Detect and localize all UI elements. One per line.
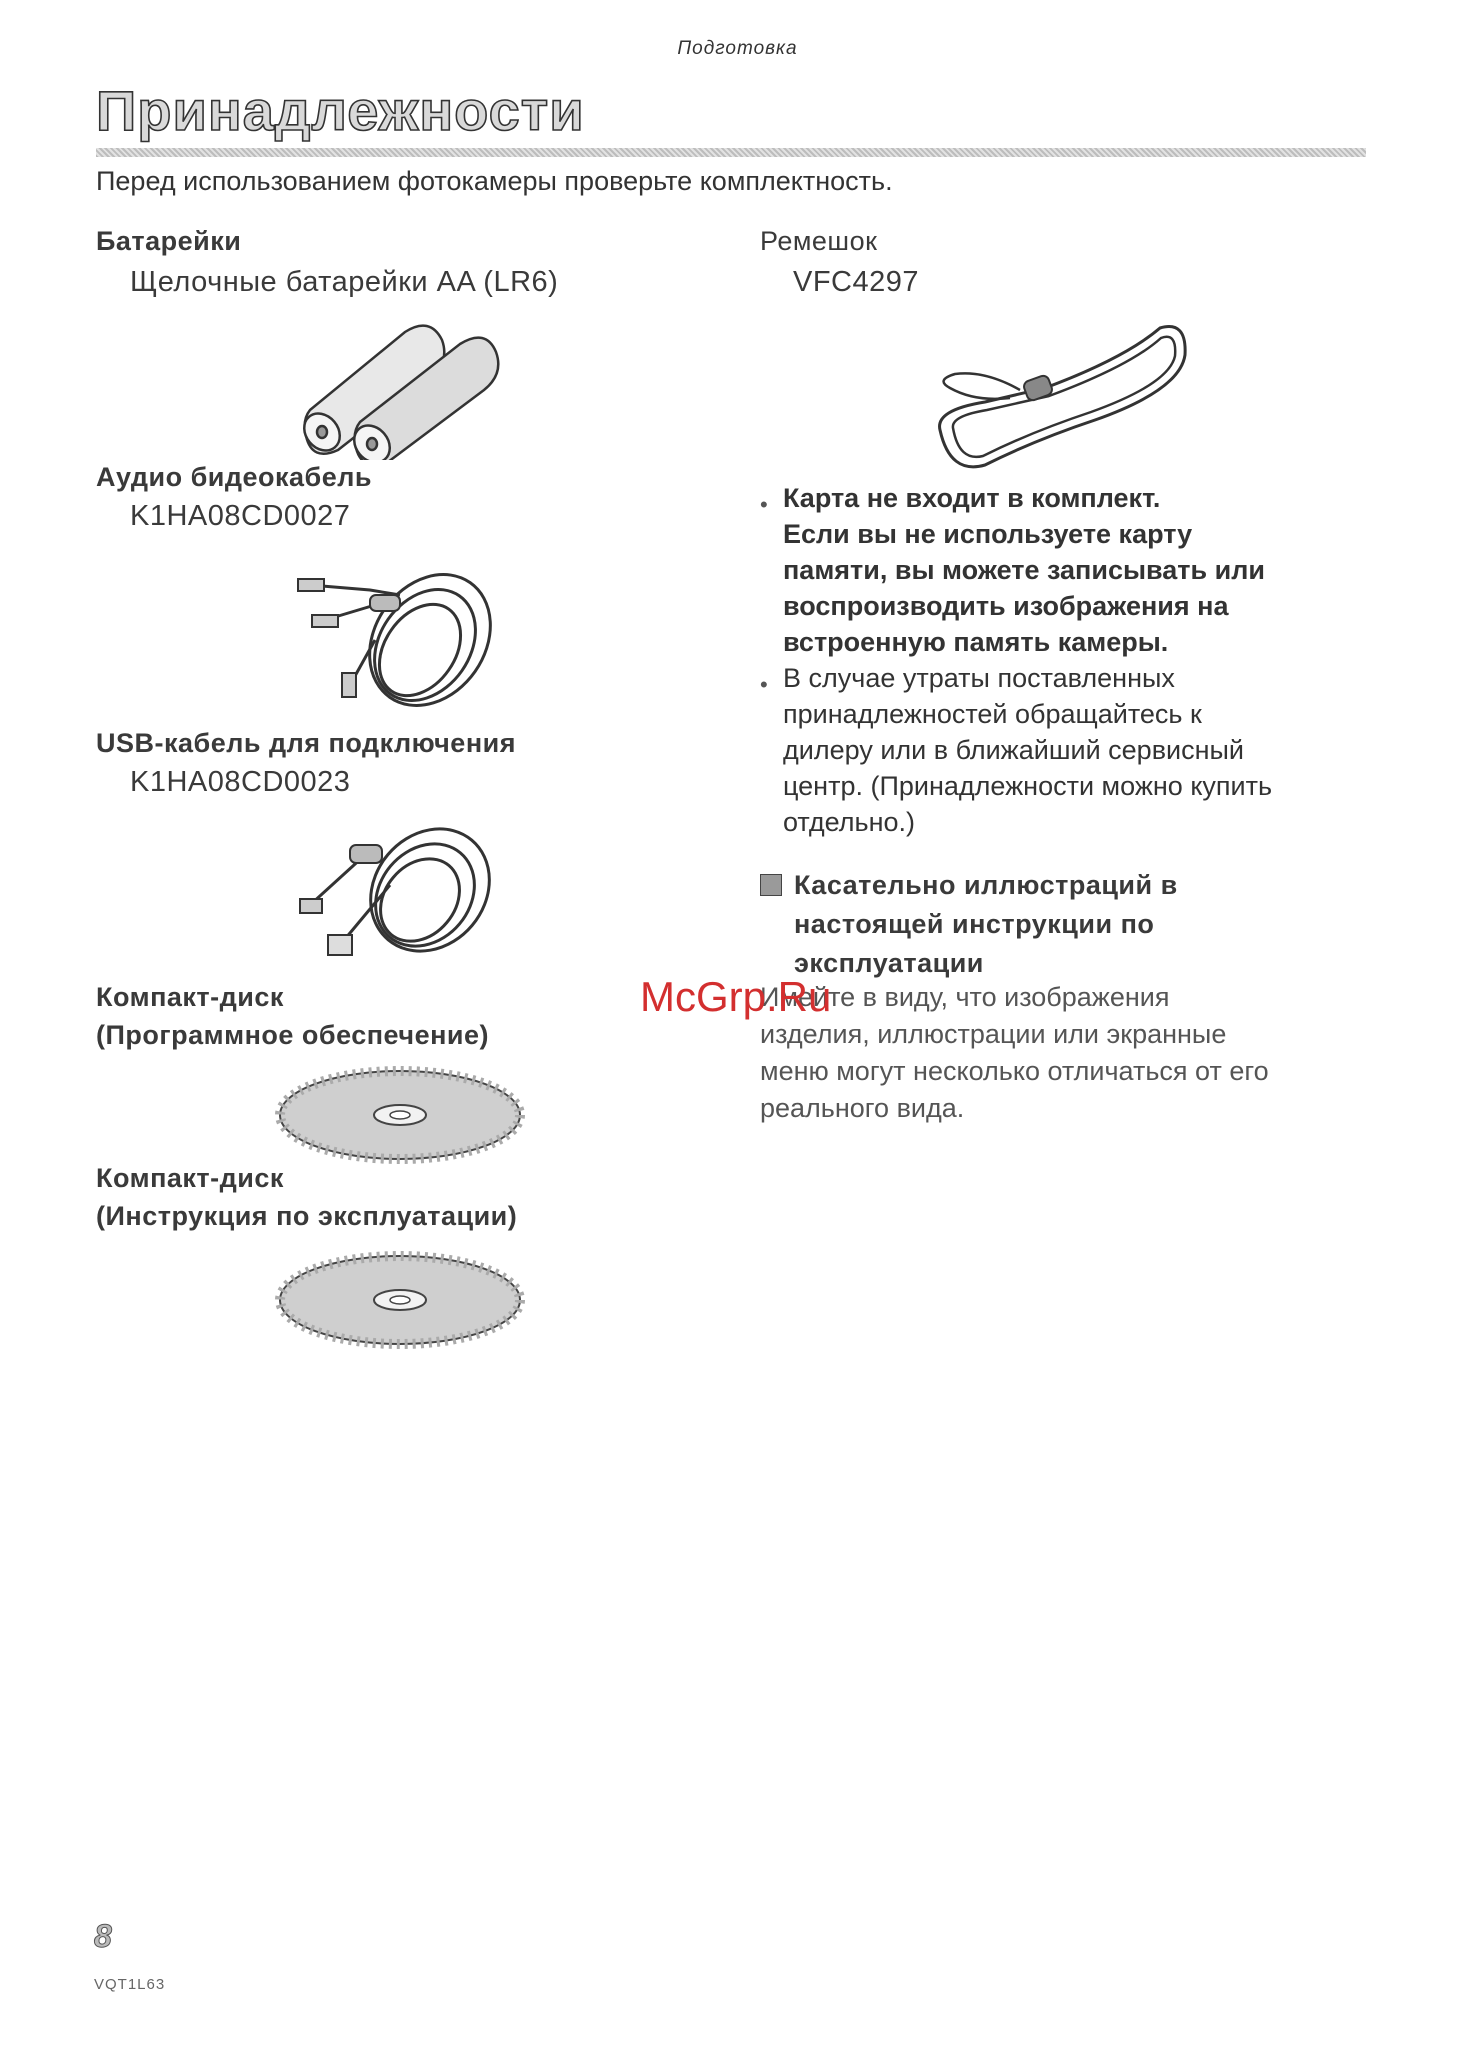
- usb-plug-icon: [328, 935, 352, 955]
- note-card-line: встроенную память камеры.: [783, 627, 1169, 657]
- page-number: 8: [94, 1918, 112, 1954]
- illustrations-heading-line: настоящей инструкции по: [794, 909, 1155, 939]
- section-label: Подготовка: [677, 38, 798, 59]
- title-rule: [96, 148, 1366, 157]
- usb-cable-illustration: [290, 815, 520, 975]
- intro-text: Перед использованием фотокамеры проверьте комплектность.: [96, 166, 893, 196]
- square-bullet-icon: [760, 874, 782, 896]
- usb-cable-heading: USB-кабель для подключения: [96, 728, 516, 758]
- cd-icon: [280, 1071, 520, 1159]
- batteries-sub: Щелочные батарейки AA (LR6): [130, 266, 559, 298]
- illustrations-heading-line: Касательно иллюстраций в: [794, 870, 1178, 900]
- illustrations-heading-line: эксплуатации: [794, 948, 984, 978]
- note-card-line: воспроизводить изображения на: [783, 591, 1229, 621]
- plug-icon: [300, 899, 322, 913]
- note-card-line: памяти, вы можете записывать или: [783, 555, 1265, 585]
- cd-software-illustration: [275, 1065, 525, 1165]
- illustrations-body: [760, 979, 1269, 1127]
- strap-clip-icon: [1022, 374, 1053, 402]
- page-title: Принадлежности: [96, 79, 585, 142]
- bullet-icon: •: [760, 672, 768, 697]
- plug-icon: [312, 615, 338, 627]
- cd-manual-heading-line2: (Инструкция по эксплуатации): [96, 1201, 518, 1231]
- cd-manual-illustration: [275, 1250, 525, 1350]
- illustrations-heading: [760, 866, 1178, 983]
- note-card-line: Карта не входит в комплект.: [783, 483, 1161, 513]
- plug-icon: [342, 673, 356, 697]
- strap-illustration: [925, 310, 1195, 480]
- av-cable-sub: K1HA08CD0027: [130, 500, 351, 532]
- batteries-illustration: [290, 310, 520, 460]
- cd-manual-heading-line1: Компакт-диск: [96, 1163, 284, 1193]
- bullet-icon: •: [760, 492, 768, 517]
- strap-sub: VFC4297: [793, 266, 920, 298]
- cd-software-heading-line1: Компакт-диск: [96, 982, 284, 1012]
- strap-heading: Ремешок: [760, 226, 878, 256]
- illustrations-body-line: Имейте в виду, что изображения: [760, 982, 1170, 1012]
- note-accessories-line: дилеру или в ближайший сервисный: [783, 735, 1245, 765]
- doc-code: VQT1L63: [94, 1976, 166, 1993]
- note-accessories-line: отдельно.): [783, 807, 916, 837]
- batteries-heading: Батарейки: [96, 226, 242, 256]
- note-card-line: Если вы не используете карту: [783, 519, 1193, 549]
- illustrations-body-line: реального вида.: [760, 1093, 965, 1123]
- av-cable-heading: Аудио бидеокабель: [96, 462, 372, 492]
- ferrite-icon: [350, 845, 382, 863]
- cd-icon: [280, 1256, 520, 1344]
- illustrations-body-line: меню могут несколько отличаться от его: [760, 1056, 1269, 1086]
- usb-cable-sub: K1HA08CD0023: [130, 766, 351, 798]
- plug-icon: [298, 579, 324, 591]
- note-accessories: [783, 660, 1272, 840]
- av-cable-illustration: [290, 545, 520, 725]
- note-card: [783, 480, 1265, 660]
- note-accessories-line: принадлежностей обращайтесь к: [783, 699, 1202, 729]
- note-accessories-line: В случае утраты поставленных: [783, 663, 1175, 693]
- strap-icon: [940, 327, 1186, 467]
- ferrite-icon: [370, 595, 400, 611]
- illustrations-body-line: изделия, иллюстрации или экранные: [760, 1019, 1227, 1049]
- cd-software-heading-line2: (Программное обеспечение): [96, 1020, 490, 1050]
- note-accessories-line: центр. (Принадлежности можно купить: [783, 771, 1273, 801]
- watermark: McGrp.Ru: [640, 973, 832, 1020]
